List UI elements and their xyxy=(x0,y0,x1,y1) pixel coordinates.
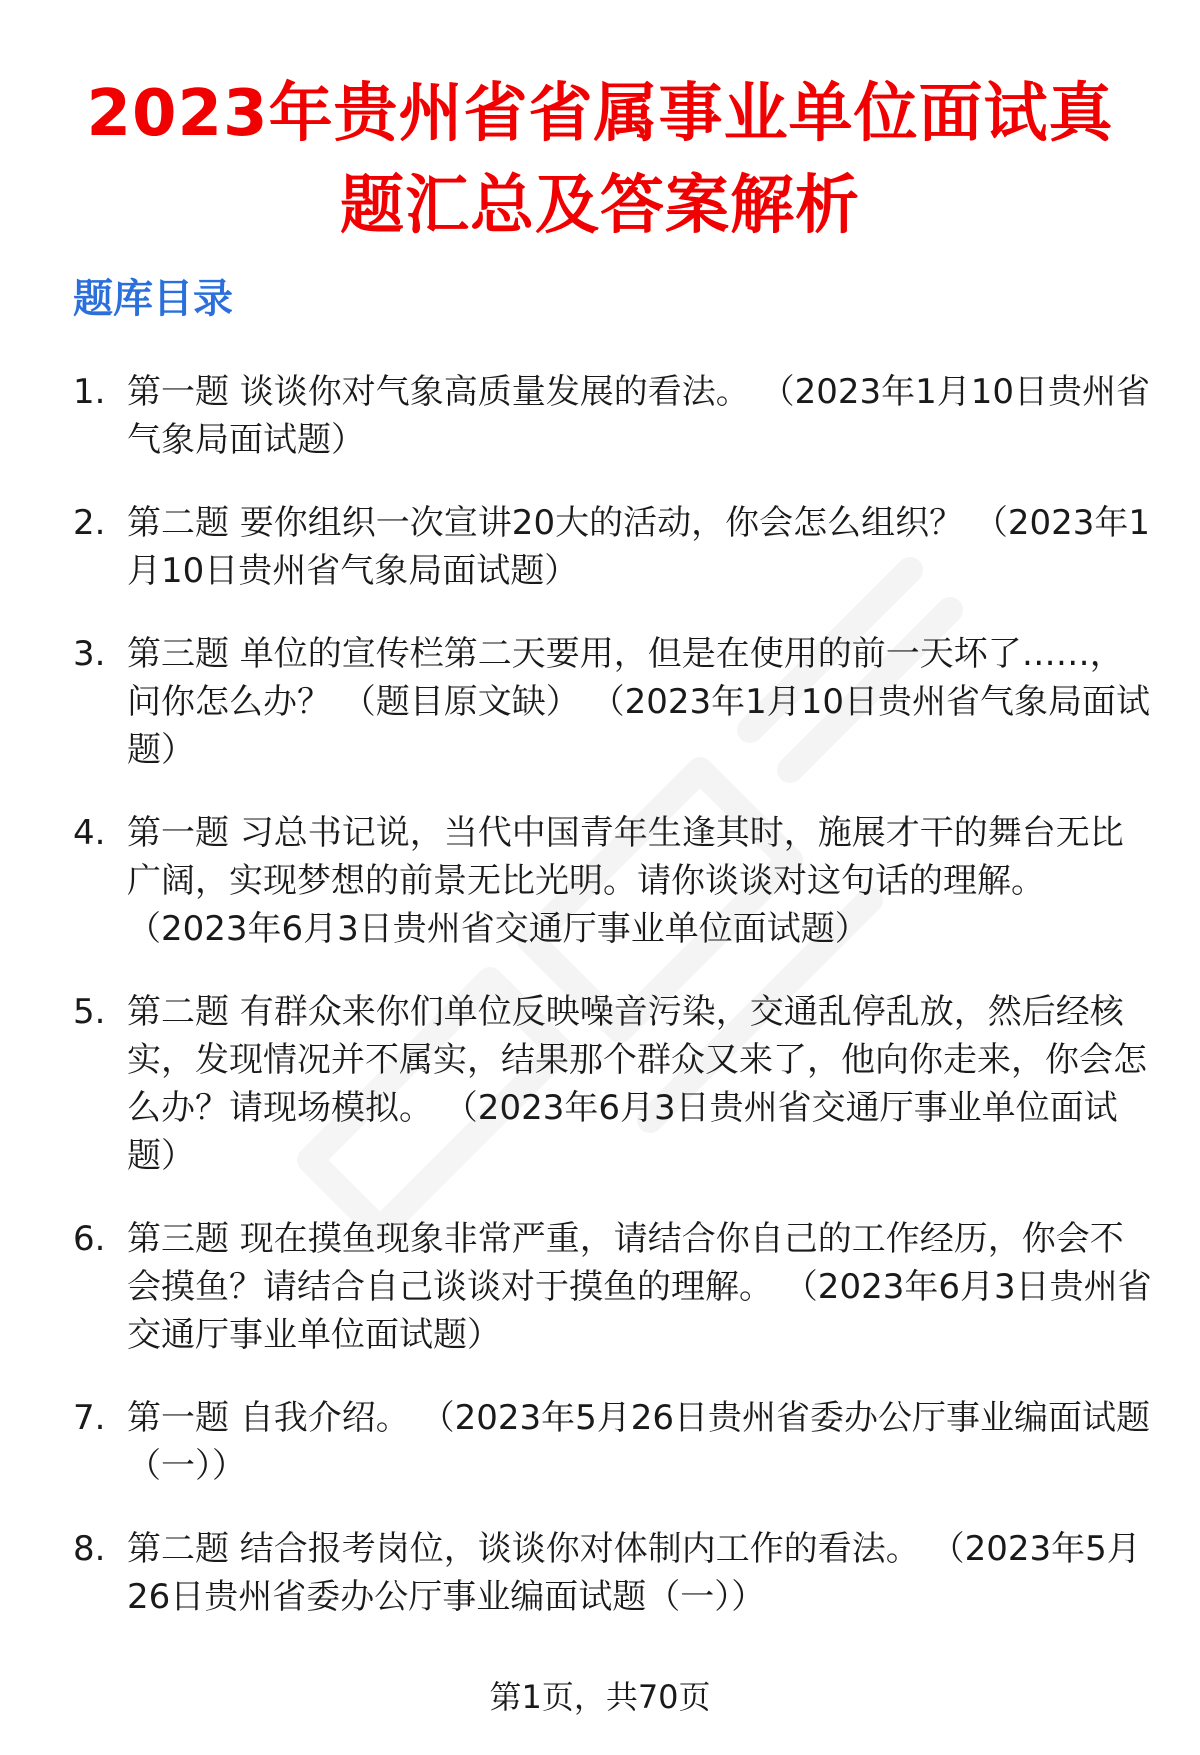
toc-item[interactable] xyxy=(73,1394,1153,1490)
toc-item-number: 8. xyxy=(73,1529,106,1569)
toc-item-text: 第一题 习总书记说，当代中国青年生逢其时，施展才干的舞台无比广阔，实现梦想的前景无比光明。请你谈谈对这句话的理解。 （2023年6月3日贵州省交通厅事业单位面试题） xyxy=(127,813,1124,949)
toc-item-text: 第二题 要你组织一次宣讲20大的活动，你会怎么组织？ （2023年1月10日贵州省气象局面试题） xyxy=(127,503,1151,591)
toc-item[interactable] xyxy=(73,368,1153,464)
toc-heading: 题库目录 xyxy=(73,276,233,322)
toc-item-text: 第三题 单位的宣传栏第二天要用，但是在使用的前一天坏了……，问你怎么办？ （题目原文缺） （2023年1月10日贵州省气象局面试题） xyxy=(127,634,1151,770)
document-title: 2023年贵州省省属事业单位面试真题汇总及答案解析 xyxy=(86,77,1114,243)
toc-item-number: 3. xyxy=(73,634,106,674)
toc-item[interactable] xyxy=(73,988,1153,1180)
toc-item-number: 4. xyxy=(73,813,106,853)
toc-item-number: 1. xyxy=(73,372,106,412)
toc-item-number: 6. xyxy=(73,1219,106,1259)
toc-item[interactable] xyxy=(73,630,1153,774)
toc-item-text: 第二题 结合报考岗位，谈谈你对体制内工作的看法。 （2023年5月26日贵州省委办公厅事业编面试题（一）） xyxy=(127,1529,1141,1617)
toc-item[interactable] xyxy=(73,499,1153,595)
toc-item[interactable] xyxy=(73,1215,1153,1359)
toc-item[interactable] xyxy=(73,1525,1153,1621)
toc-list xyxy=(73,368,1153,1656)
toc-item-text: 第一题 自我介绍。 （2023年5月26日贵州省委办公厅事业编面试题（一）） xyxy=(127,1398,1151,1486)
toc-item-number: 2. xyxy=(73,503,106,543)
toc-item-number: 5. xyxy=(73,992,106,1032)
toc-item-text: 第二题 有群众来你们单位反映噪音污染，交通乱停乱放，然后经核实，发现情况并不属实，结果那个群众又来了，他向你走来，你会怎么办？请现场模拟。 （2023年6月3日贵州省交通厅事业单位面试题） xyxy=(127,992,1147,1176)
page-footer: 第1页，共70页 xyxy=(489,1678,711,1716)
toc-item-text: 第一题 谈谈你对气象高质量发展的看法。 （2023年1月10日贵州省气象局面试题） xyxy=(127,372,1151,460)
toc-item-number: 7. xyxy=(73,1398,106,1438)
toc-item-text: 第三题 现在摸鱼现象非常严重，请结合你自己的工作经历，你会不会摸鱼？请结合自己谈谈对于摸鱼的理解。 （2023年6月3日贵州省交通厅事业单位面试题） xyxy=(127,1219,1152,1355)
toc-item[interactable] xyxy=(73,809,1153,953)
